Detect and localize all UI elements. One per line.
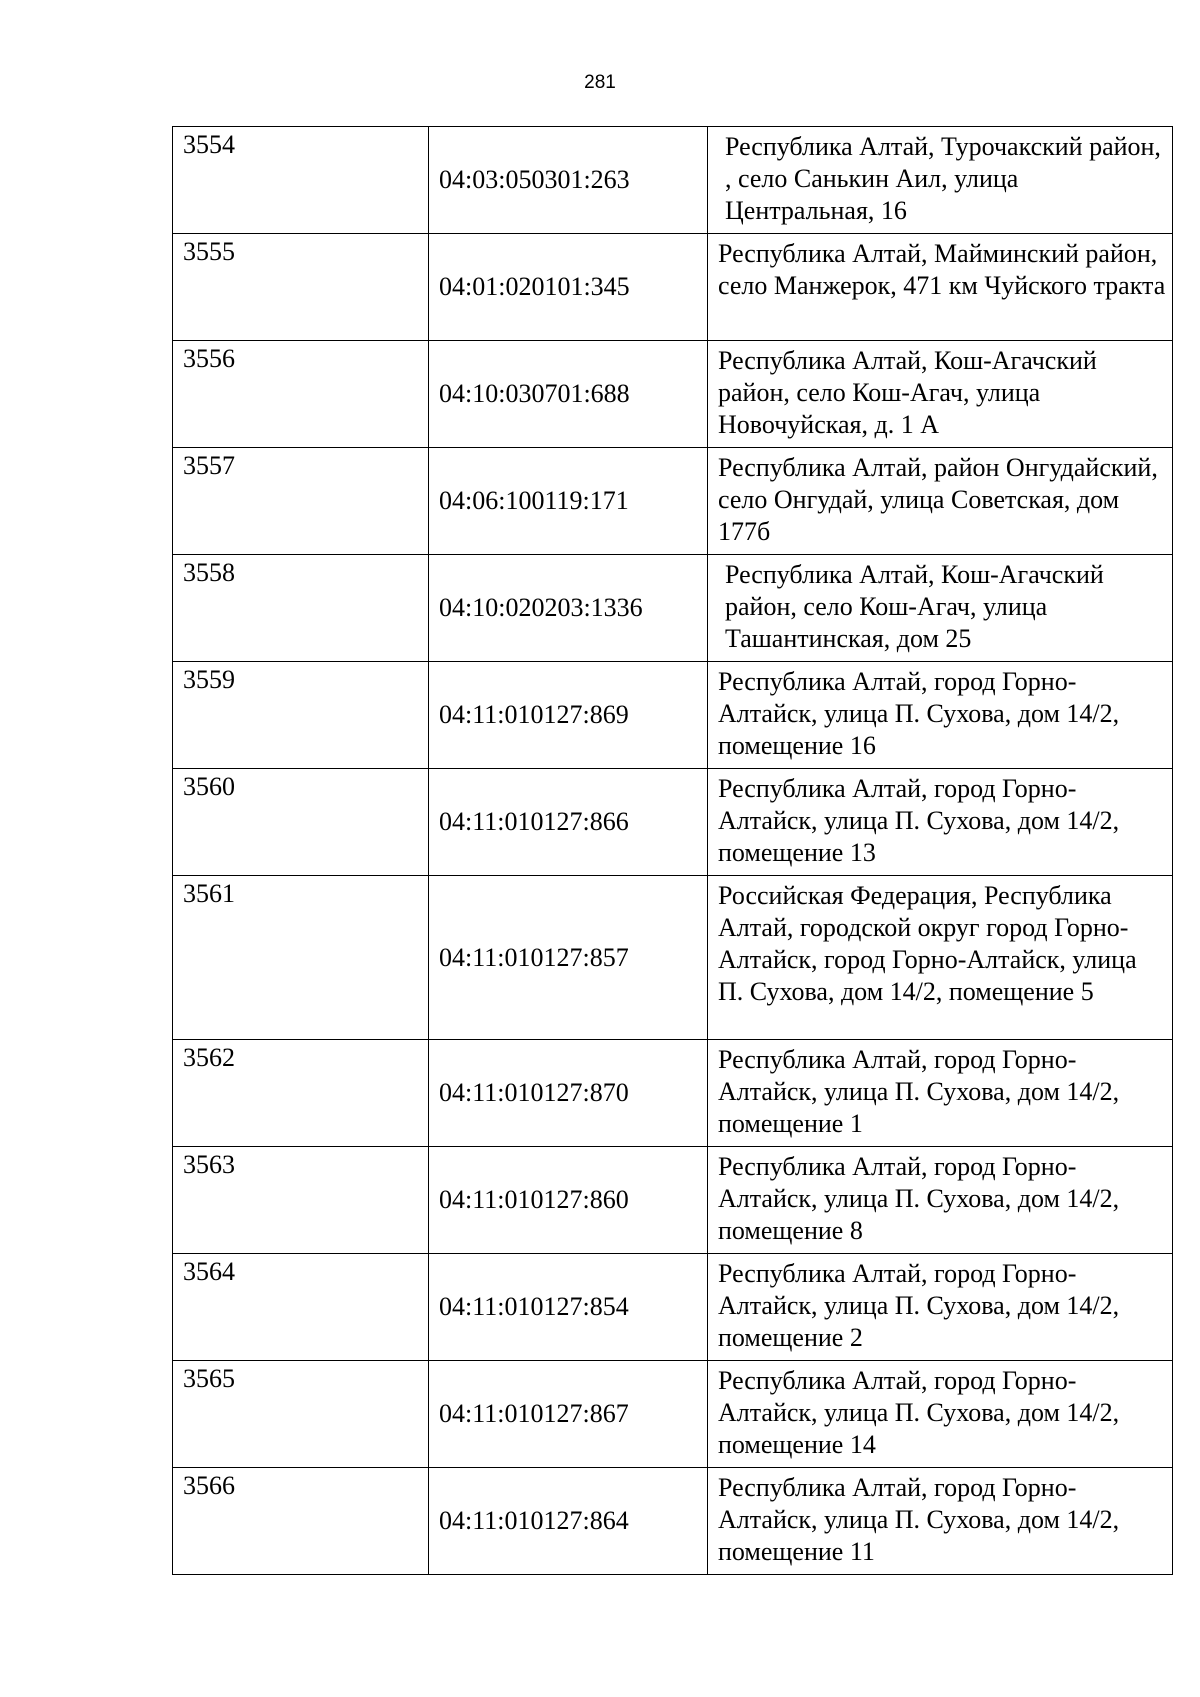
cadastral-number: 04:11:010127:869 — [429, 662, 708, 769]
address: Республика Алтай, город Горно-Алтайск, улица П. Сухова, дом 14/2, помещение 13 — [708, 769, 1173, 876]
cadastral-number: 04:11:010127:864 — [429, 1468, 708, 1575]
cadastral-number: 04:03:050301:263 — [429, 127, 708, 234]
address: Республика Алтай, город Горно-Алтайск, улица П. Сухова, дом 14/2, помещение 16 — [708, 662, 1173, 769]
address: Республика Алтай, город Горно-Алтайск, улица П. Сухова, дом 14/2, помещение 11 — [708, 1468, 1173, 1575]
table-row — [173, 1040, 1173, 1147]
address: Республика Алтай, Кош-Агачский район, село Кош-Агач, улица Новочуйская, д. 1 А — [708, 341, 1173, 448]
row-number: 3564 — [173, 1254, 429, 1361]
table-row — [173, 1468, 1173, 1575]
row-number: 3554 — [173, 127, 429, 234]
address: Республика Алтай, Майминский район, село Манжерок, 471 км Чуйского тракта — [708, 234, 1173, 341]
cadastral-number: 04:11:010127:860 — [429, 1147, 708, 1254]
cadastral-number: 04:11:010127:866 — [429, 769, 708, 876]
cadastral-number: 04:11:010127:854 — [429, 1254, 708, 1361]
cadastral-number: 04:11:010127:857 — [429, 876, 708, 1040]
row-number: 3558 — [173, 555, 429, 662]
registry-table — [172, 126, 1173, 1575]
address: Республика Алтай, город Горно-Алтайск, улица П. Сухова, дом 14/2, помещение 14 — [708, 1361, 1173, 1468]
row-number: 3562 — [173, 1040, 429, 1147]
cadastral-number: 04:06:100119:171 — [429, 448, 708, 555]
cadastral-number: 04:11:010127:867 — [429, 1361, 708, 1468]
row-number: 3556 — [173, 341, 429, 448]
table-row — [173, 1254, 1173, 1361]
row-number: 3559 — [173, 662, 429, 769]
table-row — [173, 448, 1173, 555]
cadastral-number: 04:10:030701:688 — [429, 341, 708, 448]
address: Республика Алтай, район Онгудайский, село Онгудай, улица Советская, дом 177б — [708, 448, 1173, 555]
address: Республика Алтай, город Горно-Алтайск, улица П. Сухова, дом 14/2, помещение 1 — [708, 1040, 1173, 1147]
row-number: 3566 — [173, 1468, 429, 1575]
cadastral-number: 04:01:020101:345 — [429, 234, 708, 341]
row-number: 3563 — [173, 1147, 429, 1254]
row-number: 3557 — [173, 448, 429, 555]
cadastral-number: 04:11:010127:870 — [429, 1040, 708, 1147]
table-row — [173, 127, 1173, 234]
address: Республика Алтай, Турочакский район, , село Санькин Аил, улица Центральная, 16 — [725, 132, 1161, 225]
cadastral-number: 04:10:020203:1336 — [429, 555, 708, 662]
address: Российская Федерация, Республика Алтай, городской округ город Горно-Алтайск, город Горно-Алтайск, улица П. Сухова, дом 14/2, помещение 5 — [708, 876, 1173, 1040]
address: Республика Алтай, Кош-Агачский район, село Кош-Агач, улица Ташантинская, дом 25 — [725, 560, 1104, 653]
table-row — [173, 876, 1173, 1040]
row-number: 3565 — [173, 1361, 429, 1468]
row-number: 3560 — [173, 769, 429, 876]
table-row — [173, 341, 1173, 448]
address-cell — [708, 555, 1173, 662]
address-cell — [708, 127, 1173, 234]
table-row — [173, 234, 1173, 341]
address: Республика Алтай, город Горно-Алтайск, улица П. Сухова, дом 14/2, помещение 2 — [708, 1254, 1173, 1361]
table-row — [173, 1361, 1173, 1468]
page-number: 281 — [584, 72, 616, 93]
address: Республика Алтай, город Горно-Алтайск, улица П. Сухова, дом 14/2, помещение 8 — [708, 1147, 1173, 1254]
table-row — [173, 769, 1173, 876]
table-row — [173, 555, 1173, 662]
row-number: 3555 — [173, 234, 429, 341]
table-row — [173, 1147, 1173, 1254]
table-row — [173, 662, 1173, 769]
row-number: 3561 — [173, 876, 429, 1040]
